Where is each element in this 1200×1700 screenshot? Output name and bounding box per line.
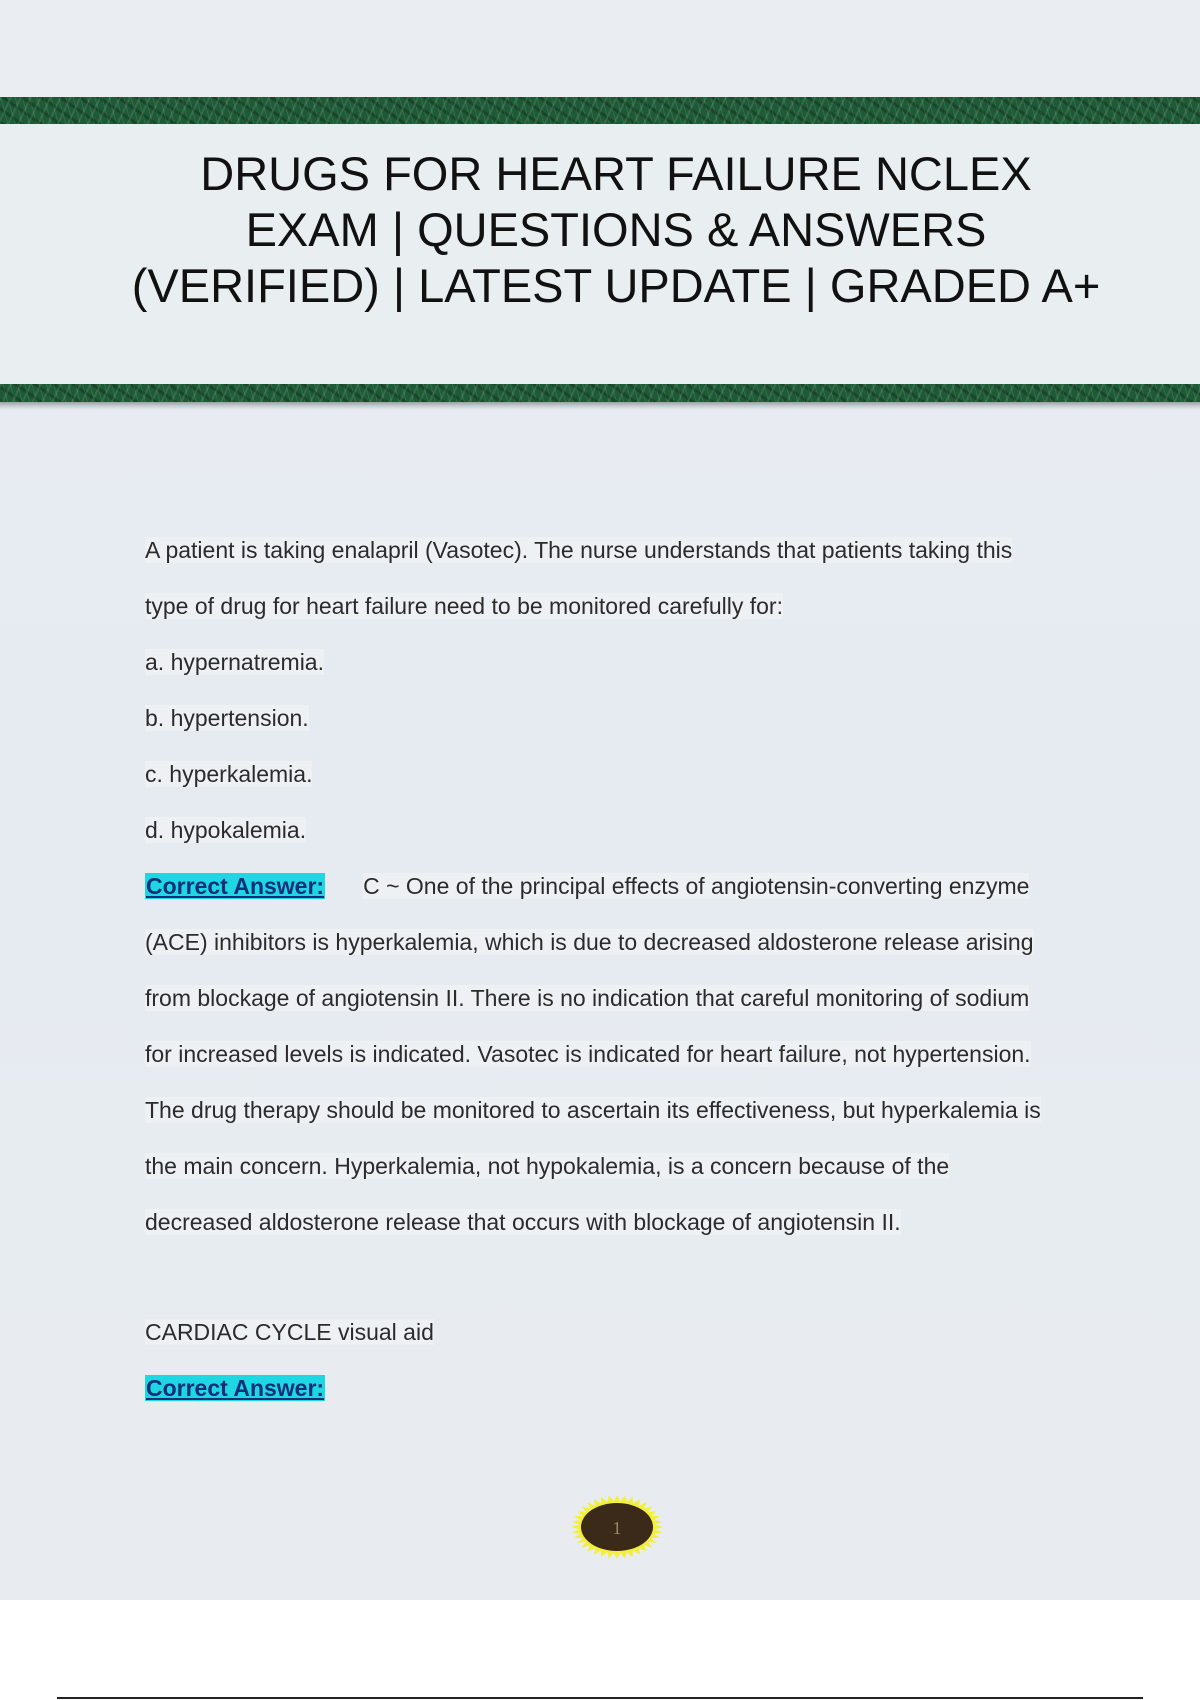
question-content <box>145 530 1095 1424</box>
decorative-border-top <box>0 97 1200 124</box>
document-title: DRUGS FOR HEART FAILURE NCLEX EXAM | QUESTIONS & ANSWERS (VERIFIED) | LATEST UPDATE | GRADED A+ <box>131 147 1101 312</box>
rationale-line: decreased aldosterone release that occurs with blockage of angiotensin II. <box>145 1209 901 1235</box>
rationale-line: from blockage of angiotensin II. There is no indication that careful monitoring of sodium <box>145 985 1030 1011</box>
sunburst-seal-icon <box>569 1494 665 1560</box>
answer-option-b: b. hypertension. <box>145 705 309 731</box>
correct-answer-label: Correct Answer: <box>146 1375 325 1401</box>
question-stem-line: A patient is taking enalapril (Vasotec). The nurse understands that patients taking this <box>145 537 1013 563</box>
decorative-border-bottom <box>0 384 1200 402</box>
spacer <box>145 1258 1095 1312</box>
rationale-line: The drug therapy should be monitored to ascertain its effectiveness, but hyperkalemia is <box>145 1097 1041 1123</box>
answer-option-d: d. hypokalemia. <box>145 817 307 843</box>
correct-answer-line <box>145 866 1095 922</box>
correct-answer-label: Correct Answer: <box>146 873 325 899</box>
rationale-text: C ~ One of the principal effects of angiotensin-converting enzyme <box>363 873 1030 899</box>
answer-option-c: c. hyperkalemia. <box>145 761 313 787</box>
question-stem-line: CARDIAC CYCLE visual aid <box>145 1319 434 1345</box>
rationale-line: (ACE) inhibitors is hyperkalemia, which is due to decreased aldosterone release arising <box>145 929 1034 955</box>
rationale-line: the main concern. Hyperkalemia, not hypokalemia, is a concern because of the <box>145 1153 950 1179</box>
page-number: 1 <box>612 1518 622 1538</box>
border-shadow <box>0 402 1200 410</box>
answer-option-a: a. hypernatremia. <box>145 649 324 675</box>
correct-answer-line <box>145 1368 1095 1424</box>
page-number-seal <box>569 1494 665 1560</box>
footer-divider <box>57 1697 1143 1699</box>
question-stem-line: type of drug for heart failure need to be monitored carefully for: <box>145 593 783 619</box>
rationale-line: for increased levels is indicated. Vasotec is indicated for heart failure, not hypertension. <box>145 1041 1031 1067</box>
